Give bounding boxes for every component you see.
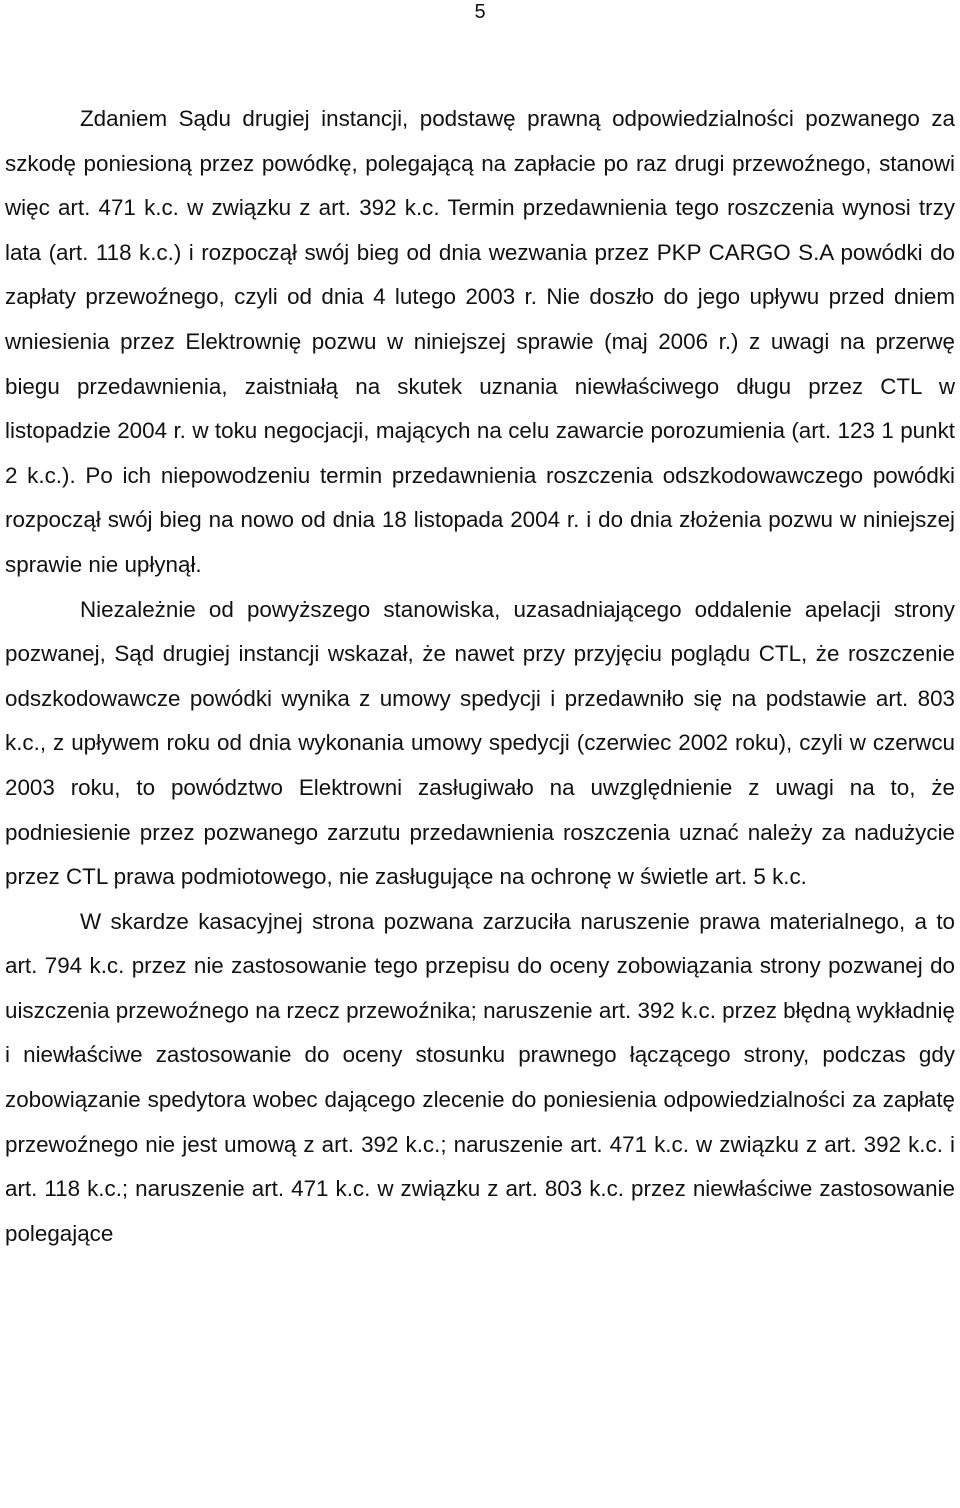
paragraph-court-opinion: Zdaniem Sądu drugiej instancji, podstawę prawną odpowiedzialności pozwanego za szkodę poniesioną przez powódkę, polegającą na zapłacie po raz drugi przewoźnego, stanowi więc art. 471 k.c. w związku z art. 392 k.c. Termin przedawnienia tego roszczenia wynosi trzy lata (art. 118 k.c.) i rozpoczął swój bieg od dnia wezwania przez PKP CARGO S.A powódki do zapłaty przewoźnego, czyli od dnia 4 lutego 2003 r. Nie doszło do jego upływu przed dniem wniesienia przez Elektrownię pozwu w niniejszej sprawie (maj 2006 r.) z uwagi na przerwę biegu przedawnienia, zaistniałą na skutek uznania niewłaściwego długu przez CTL w listopadzie 2004 r. w toku negocjacji, mających na celu zawarcie porozumienia (art. 123 1 punkt 2 k.c.). Po ich niepowodzeniu termin przedawnienia roszczenia odszkodowawczego powódki rozpoczął swój bieg na nowo od dnia 18 listopada 2004 r. i do dnia złożenia pozwu w niniejszej sprawie nie upłynął. <box>5 106 955 577</box>
page-number: 5 <box>474 1 486 23</box>
document-body <box>5 97 955 1256</box>
paragraph-independent-reasoning: Niezależnie od powyższego stanowiska, uzasadniającego oddalenie apelacji strony pozwanej, Sąd drugiej instancji wskazał, że nawet przy przyjęciu poglądu CTL, że roszczenie odszkodowawcze powódki wynika z umowy spedycji i przedawniło się na podstawie art. 803 k.c., z upływem roku od dnia wykonania umowy spedycji (czerwiec 2002 roku), czyli w czerwcu 2003 roku, to powództwo Elektrowni zasługiwało na uwzględnienie z uwagi na to, że podniesienie przez pozwanego zarzutu przedawnienia roszczenia uznać należy za nadużycie przez CTL prawa podmiotowego, nie zasługujące na ochronę w świetle art. 5 k.c. <box>5 596 955 890</box>
paragraph-cassation-complaint: W skardze kasacyjnej strona pozwana zarzuciła naruszenie prawa materialnego, a to art. 794 k.c. przez nie zastosowanie tego przepisu do oceny zobowiązania strony pozwanej do uiszczenia przewoźnego na rzecz przewoźnika; naruszenie art. 392 k.c. przez błędną wykładnię i niewłaściwe zastosowanie do oceny stosunku prawnego łączącego strony, podczas gdy zobowiązanie spedytora wobec dającego zlecenie do poniesienia odpowiedzialności za zapłatę przewoźnego nie jest umową z art. 392 k.c.; naruszenie art. 471 k.c. w związku z art. 392 k.c. i art. 118 k.c.; naruszenie art. 471 k.c. w związku z art. 803 k.c. przez niewłaściwe zastosowanie polegające <box>5 908 955 1246</box>
